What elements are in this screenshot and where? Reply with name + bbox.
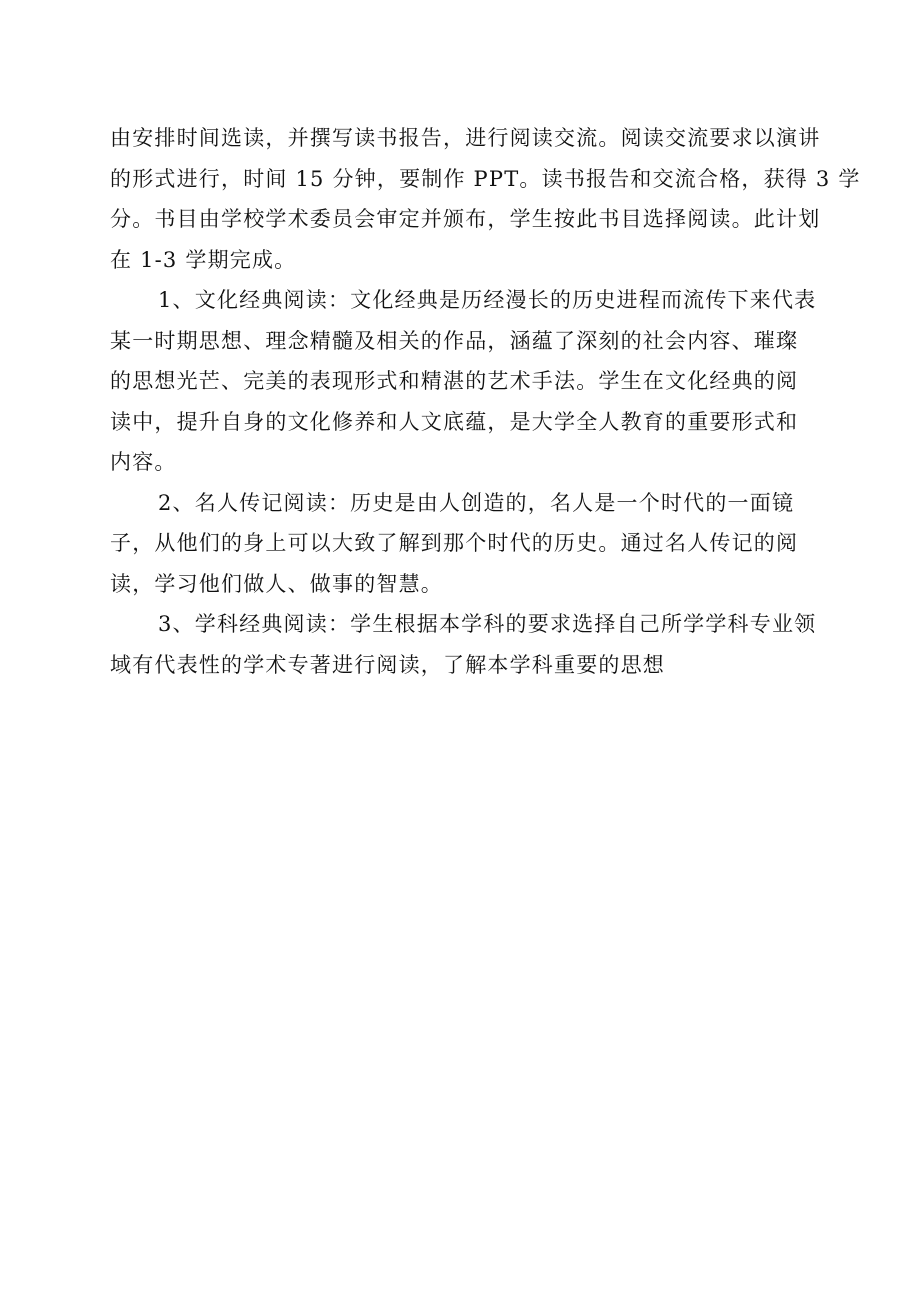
paragraph-cultural-classics	[110, 280, 850, 483]
text-line: 域有代表性的学术专著进行阅读，了解本学科重要的思想	[110, 652, 665, 677]
document-body	[110, 118, 861, 685]
text-line: 的思想光芒、完美的表现形式和精湛的艺术手法。学生在文化经典的阅	[110, 369, 799, 393]
text-line: 在 1-3 学期完成。	[110, 247, 297, 272]
text-line: 由安排时间选读，并撰写读书报告，进行阅读交流。阅读交流要求以演讲	[110, 126, 821, 150]
paragraph-discipline-classics	[110, 604, 850, 685]
text-line: 读，学习他们做人、做事的智慧。	[110, 571, 443, 596]
text-line: 分。书目由学校学术委员会审定并颁布，学生按此书目选择阅读。此计划	[110, 207, 821, 231]
paragraph-biographies	[110, 483, 850, 605]
text-line: 读中，提升自身的文化修养和人文底蕴，是大学全人教育的重要形式和	[110, 409, 799, 434]
text-line: 内容。	[110, 450, 177, 474]
text-line: 2、名人传记阅读：历史是由人创造的，名人是一个时代的一面镜	[158, 490, 795, 515]
text-line: 的形式进行，时间 15 分钟，要制作 PPT。读书报告和交流合格，获得 3 学	[110, 166, 861, 191]
paragraph-intro	[110, 118, 861, 280]
text-line: 3、学科经典阅读：学生根据本学科的要求选择自己所学学科专业领	[158, 612, 817, 636]
text-line: 1、文化经典阅读：文化经典是历经漫长的历史进程而流传下来代表	[158, 288, 817, 312]
text-line: 某一时期思想、理念精髓及相关的作品，涵蕴了深刻的社会内容、璀璨	[110, 328, 799, 353]
text-line: 子，从他们的身上可以大致了解到那个时代的历史。通过名人传记的阅	[110, 531, 799, 555]
